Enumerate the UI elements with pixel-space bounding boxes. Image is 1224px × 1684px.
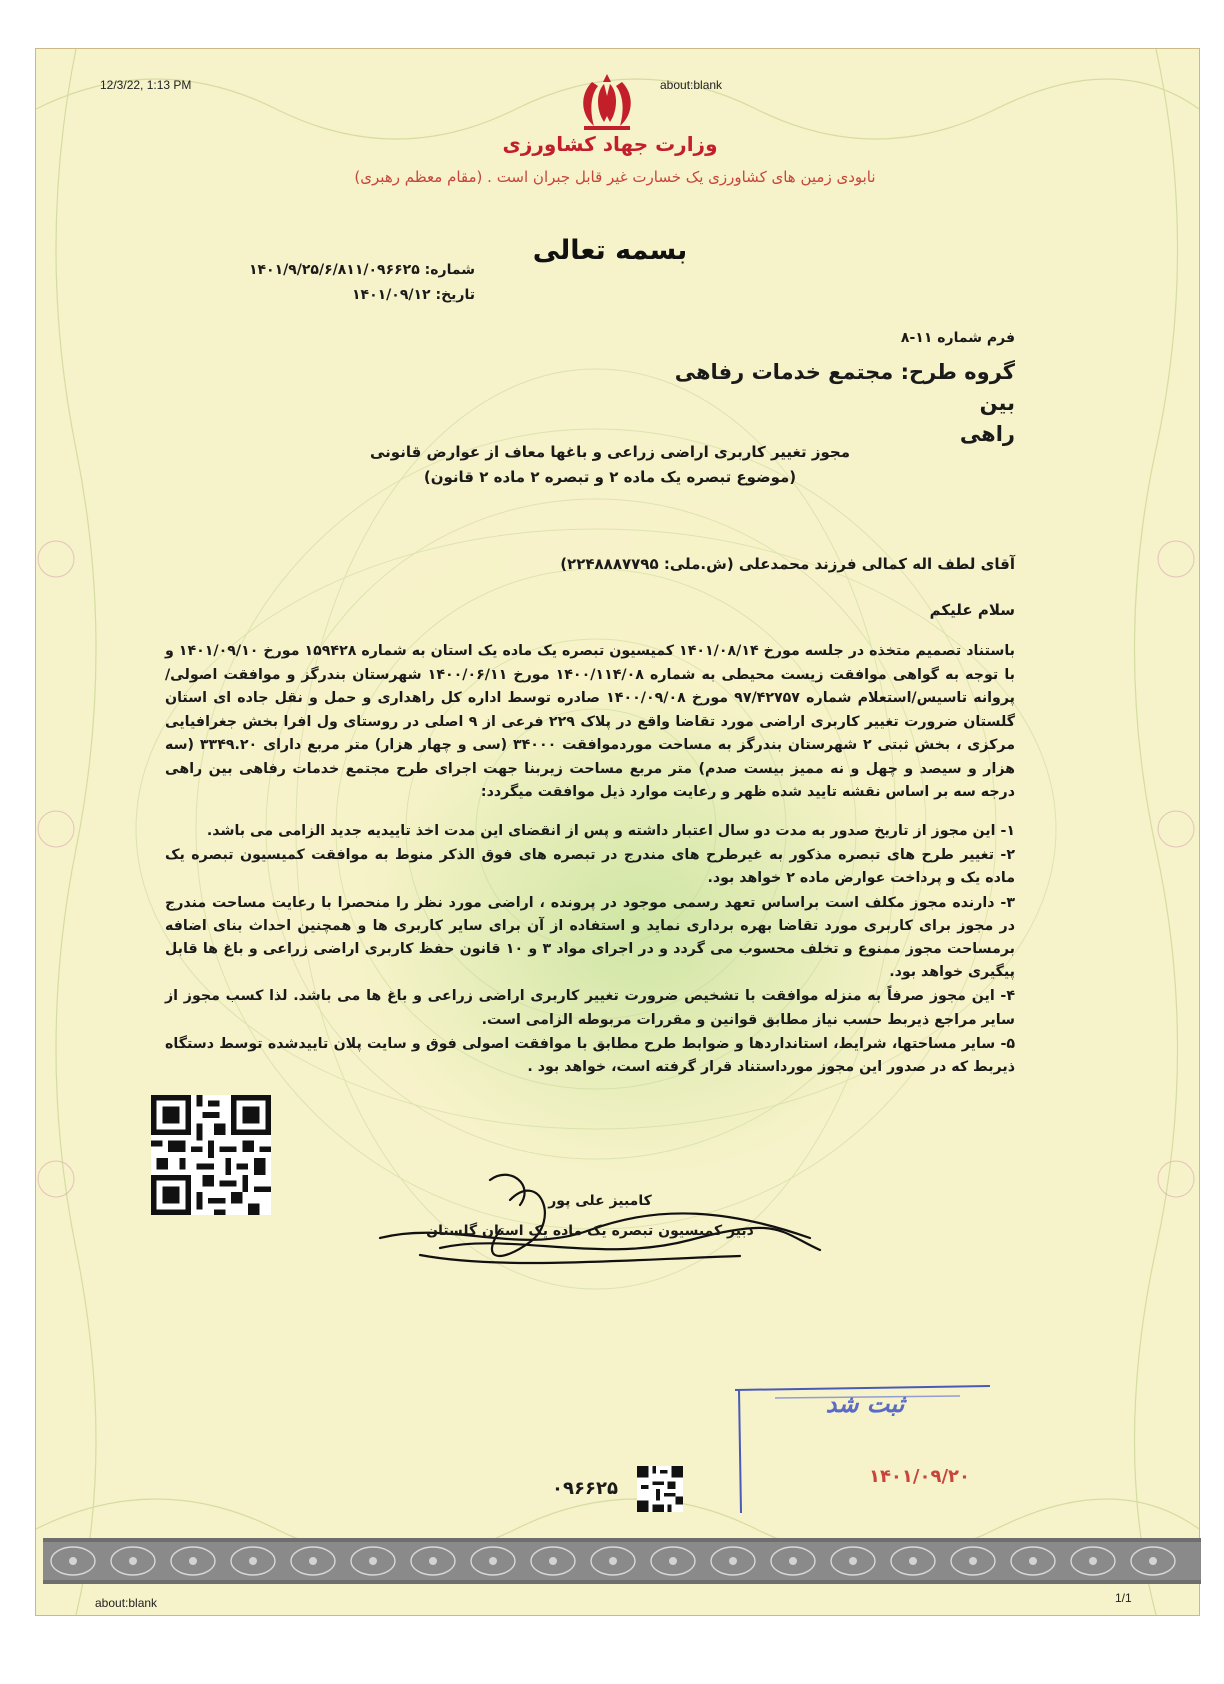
project-group-line-2: راهی	[959, 422, 1015, 446]
form-number: فرم شماره ۱۱-۸	[900, 330, 1015, 346]
letter-date: تاریخ: ۱۴۰۱/۰۹/۱۲	[352, 287, 475, 303]
addressee: آقای لطف اله کمالی فرزند محمدعلی (ش.ملی: ۲۲۴۸۸۸۷۷۹۵)	[560, 555, 1015, 573]
condition-item: ۳- دارنده مجوز مکلف است براساس تعهد رسمی موجود در پرونده ، اراضی مورد نظر را منحصرا با رعایت مساحت مندرج در مجوز برای کاربری مورد تقاضا بهره برداری نماید و استفاده از آن برای سایر کاربری ها و همچنین احداث بنای اضافه برمساحت مجوز ممنوع و تخلف محسوب می گردد و در اجرای مواد ۳ و ۱۰ قانون حفظ کاربری اراضی زراعی و باغ ها قابل پیگیری خواهد بود.	[165, 894, 1015, 981]
condition-item: ۵- سایر مساحتها، شرایط، استانداردها و ضوابط طرح مطابق با موافقت اصولی فوق و سایت پلان تاییدشده توسط دستگاه ذیربط که در صدور این مجوز مورداستناد قرار گرفته است، خواهد بود .	[165, 1035, 1015, 1076]
greeting: سلام علیکم	[929, 601, 1015, 619]
condition-item: ۱- این مجوز از تاریخ صدور به مدت دو سال اعتبار داشته و پس از انقضای این مدت اخذ تاییدیه جدید الزامی می باشد.	[206, 823, 1015, 839]
conditions-list	[165, 820, 1015, 1080]
reference-number: ۰۹۶۶۲۵	[552, 1478, 618, 1499]
document-heading: بسمه تعالی	[532, 235, 688, 266]
browser-url-bottom: about:blank	[95, 1596, 158, 1610]
signatory-name: کامبیز علی پور	[548, 1193, 652, 1209]
browser-url-top: about:blank	[660, 78, 723, 92]
permit-subject	[340, 440, 880, 490]
condition-item: ۲- تغییر طرح های تبصره مذکور به غیرطرح های مندرج در تبصره های فوق الذکر منوط به موافقت کمیسیون تبصره یک ماده یک و پرداخت عوارض ماده ۲ خواهد بود.	[165, 847, 1015, 887]
motto: نابودی زمین های کشاورزی یک خسارت غیر قابل جبران است . (مقام معظم رهبری)	[354, 168, 876, 186]
permit-subject-line-2: (موضوع تبصره یک ماده ۲ و تبصره ۲ ماده ۲ قانون)	[423, 468, 797, 486]
permit-subject-line-1: مجوز تغییر کاربری اراضی زراعی و باغها معاف از عوارض قانونی	[369, 443, 851, 461]
small-qr-code-icon	[637, 1466, 683, 1512]
project-group-line-1: گروه طرح: مجتمع خدمات رفاهی بین	[674, 360, 1015, 415]
project-group	[650, 357, 1015, 450]
body-paragraph: باستناد تصمیم متخذه در جلسه مورخ ۱۴۰۱/۰۸/۱۴ کمیسیون تبصره یک ماده یک استان به شماره ۱۵۹۴۲۸ مورخ ۱۴۰۱/۰۹/۱۰ و با توجه به گواهی موافقت زیست محیطی به شماره ۱۴۰۰/۱۱۴/۰۸ مورخ ۱۴۰۰/۰۶/۱۱ شهرستان بندرگز و موافقت اصولی/پروانه تاسیس/استعلام شماره ۹۷/۴۲۷۵۷ مورخ ۱۴۰۰/۰۹/۰۸ صادره توسط اداره کل راهداری و حمل و نقل جاده ای استان گلستان ضرورت تغییر کاربری اراضی مورد تقاضا واقع در پلاک ۲۲۹ فرعی از ۹ اصلی در روستای ول افرا بخش جغرافیایی مرکزی ، بخش ثبتی ۲ شهرستان بندرگز به مساحت موردموافقت ۳۴۰۰۰ (سی و چهار هزار) متر مربع دارای ۳۳۴۹.۲۰ (سه هزار و سیصد و چهل و نه ممیز بیست صدم) متر مربع مساحت زیربنا جهت اجرای طرح مجتمع خدمات رفاهی بین راهی درجه سه بر اساس نقشه تایید شده ظهر و رعایت موارد ذیل موافقت میگردد:	[165, 643, 1015, 800]
handwritten-signature	[360, 1160, 830, 1280]
registered-stamp-text: ثبت شد	[825, 1390, 905, 1418]
letter-number: شماره: ۱۴۰۱/۹/۲۵/۶/۸۱۱/۰۹۶۶۲۵	[248, 262, 475, 278]
security-band-footer	[43, 1538, 1201, 1584]
registration-date: ۱۴۰۱/۰۹/۲۰	[868, 1466, 970, 1487]
browser-print-date: 12/3/22, 1:13 PM	[100, 78, 192, 92]
qr-code-icon	[151, 1095, 271, 1215]
signatory-title: دبیر کمیسیون تبصره یک ماده یک استان گلستان	[426, 1223, 754, 1239]
iran-emblem-icon	[570, 70, 644, 132]
ministry-name: وزارت جهاد کشاورزی	[502, 132, 718, 156]
condition-item: ۴- این مجوز صرفاً به منزله موافقت با تشخیص ضرورت تغییر کاربری اراضی زراعی و باغ ها می باشد. لذا کسب مجوز از سایر مراجع ذیربط حسب نیاز مطابق قوانین و مقررات مربوطه الزامی است.	[165, 988, 1015, 1028]
browser-page-number: 1/1	[1115, 1591, 1132, 1605]
